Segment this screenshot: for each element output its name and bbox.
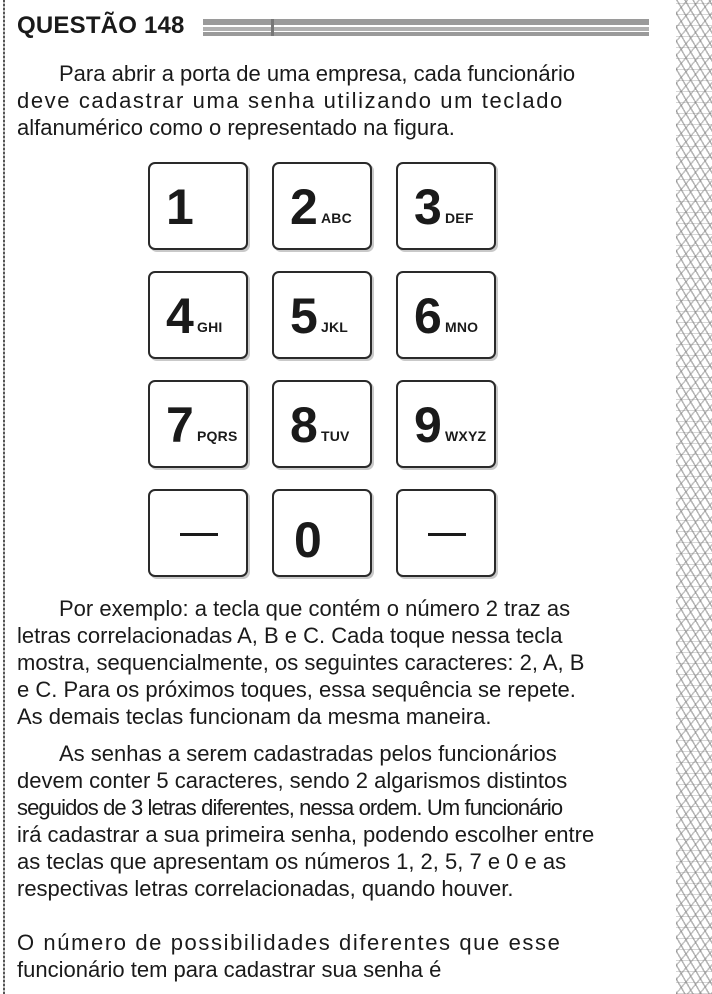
rules-paragraph-line-3 bbox=[17, 794, 631, 822]
example-paragraph-line-5 bbox=[17, 703, 631, 731]
rules-line: devem conter 5 caracteres, sendo 2 algarismos distintos bbox=[17, 768, 568, 793]
key-letters: GHI bbox=[197, 319, 223, 335]
title-decoration-bar bbox=[203, 19, 649, 36]
key-letters: WXYZ bbox=[445, 428, 487, 444]
key-5 bbox=[272, 271, 372, 359]
key-8 bbox=[272, 380, 372, 468]
example-paragraph-line-3 bbox=[17, 649, 631, 677]
key-number: 5 bbox=[290, 288, 318, 344]
alphanumeric-keypad bbox=[148, 162, 500, 586]
rules-paragraph-line-6 bbox=[17, 875, 631, 903]
dash-icon bbox=[428, 533, 466, 536]
key-number: 8 bbox=[290, 397, 318, 453]
key-number: 7 bbox=[166, 397, 194, 453]
intro-paragraph-line-2 bbox=[17, 87, 631, 115]
key-letters: TUV bbox=[321, 428, 350, 444]
question-header bbox=[17, 11, 637, 41]
rules-line: irá cadastrar a sua primeira senha, podendo escolher entre bbox=[17, 822, 595, 847]
key-letters: ABC bbox=[321, 210, 352, 226]
decorative-side-pattern bbox=[676, 0, 712, 994]
rules-paragraph bbox=[17, 740, 631, 768]
key-number: 1 bbox=[166, 179, 194, 235]
key-2 bbox=[272, 162, 372, 250]
rules-paragraph-line-2 bbox=[17, 767, 631, 795]
key-4 bbox=[148, 271, 248, 359]
key-dash-right bbox=[396, 489, 496, 577]
intro-line-2: deve cadastrar uma senha utilizando um teclado bbox=[17, 88, 564, 113]
question-paragraph bbox=[17, 929, 631, 957]
key-letters: JKL bbox=[321, 319, 349, 335]
intro-paragraph bbox=[17, 60, 631, 88]
key-6 bbox=[396, 271, 496, 359]
question-paragraph-line-2 bbox=[17, 956, 631, 984]
example-line: e C. Para os próximos toques, essa sequência se repete. bbox=[17, 677, 576, 702]
example-line: letras correlacionadas A, B e C. Cada toque nessa tecla bbox=[17, 623, 563, 648]
key-1 bbox=[148, 162, 248, 250]
rules-line: as teclas que apresentam os números 1, 2, 5, 7 e 0 e as bbox=[17, 849, 567, 874]
question-title: QUESTÃO 148 bbox=[17, 12, 185, 39]
question-line: funcionário tem para cadastrar sua senha é bbox=[17, 957, 442, 982]
key-number: 3 bbox=[414, 179, 442, 235]
key-letters: PQRS bbox=[197, 428, 238, 444]
example-paragraph-line-4 bbox=[17, 676, 631, 704]
key-number: 9 bbox=[414, 397, 442, 453]
key-number: 2 bbox=[290, 179, 318, 235]
key-0 bbox=[272, 489, 372, 577]
key-letters: MNO bbox=[445, 319, 479, 335]
key-3 bbox=[396, 162, 496, 250]
rules-paragraph-line-5 bbox=[17, 848, 631, 876]
rules-paragraph-line-4 bbox=[17, 821, 631, 849]
key-number: 6 bbox=[414, 288, 442, 344]
key-number: 0 bbox=[294, 512, 322, 568]
key-number: 4 bbox=[166, 288, 194, 344]
example-line: Por exemplo: a tecla que contém o número 2 traz as bbox=[59, 596, 571, 621]
rules-line: respectivas letras correlacionadas, quando houver. bbox=[17, 876, 514, 901]
rules-line: seguidos de 3 letras diferentes, nessa ordem. Um funcionário bbox=[17, 795, 563, 820]
example-paragraph-line-2 bbox=[17, 622, 631, 650]
question-line: O número de possibilidades diferentes que esse bbox=[17, 930, 562, 955]
intro-paragraph-line-3 bbox=[17, 114, 631, 142]
rules-line: As senhas a serem cadastradas pelos funcionários bbox=[59, 741, 557, 766]
example-line: mostra, sequencialmente, os seguintes caracteres: 2, A, B bbox=[17, 650, 585, 675]
key-9 bbox=[396, 380, 496, 468]
dash-icon bbox=[180, 533, 218, 536]
key-letters: DEF bbox=[445, 210, 474, 226]
key-dash-left bbox=[148, 489, 248, 577]
example-line: As demais teclas funcionam da mesma maneira. bbox=[17, 704, 492, 729]
example-paragraph bbox=[17, 595, 631, 623]
key-7 bbox=[148, 380, 248, 468]
intro-line-1: Para abrir a porta de uma empresa, cada funcionário bbox=[59, 61, 576, 86]
intro-line-3: alfanumérico como o representado na figura. bbox=[17, 115, 455, 140]
left-margin-rule bbox=[3, 0, 5, 994]
